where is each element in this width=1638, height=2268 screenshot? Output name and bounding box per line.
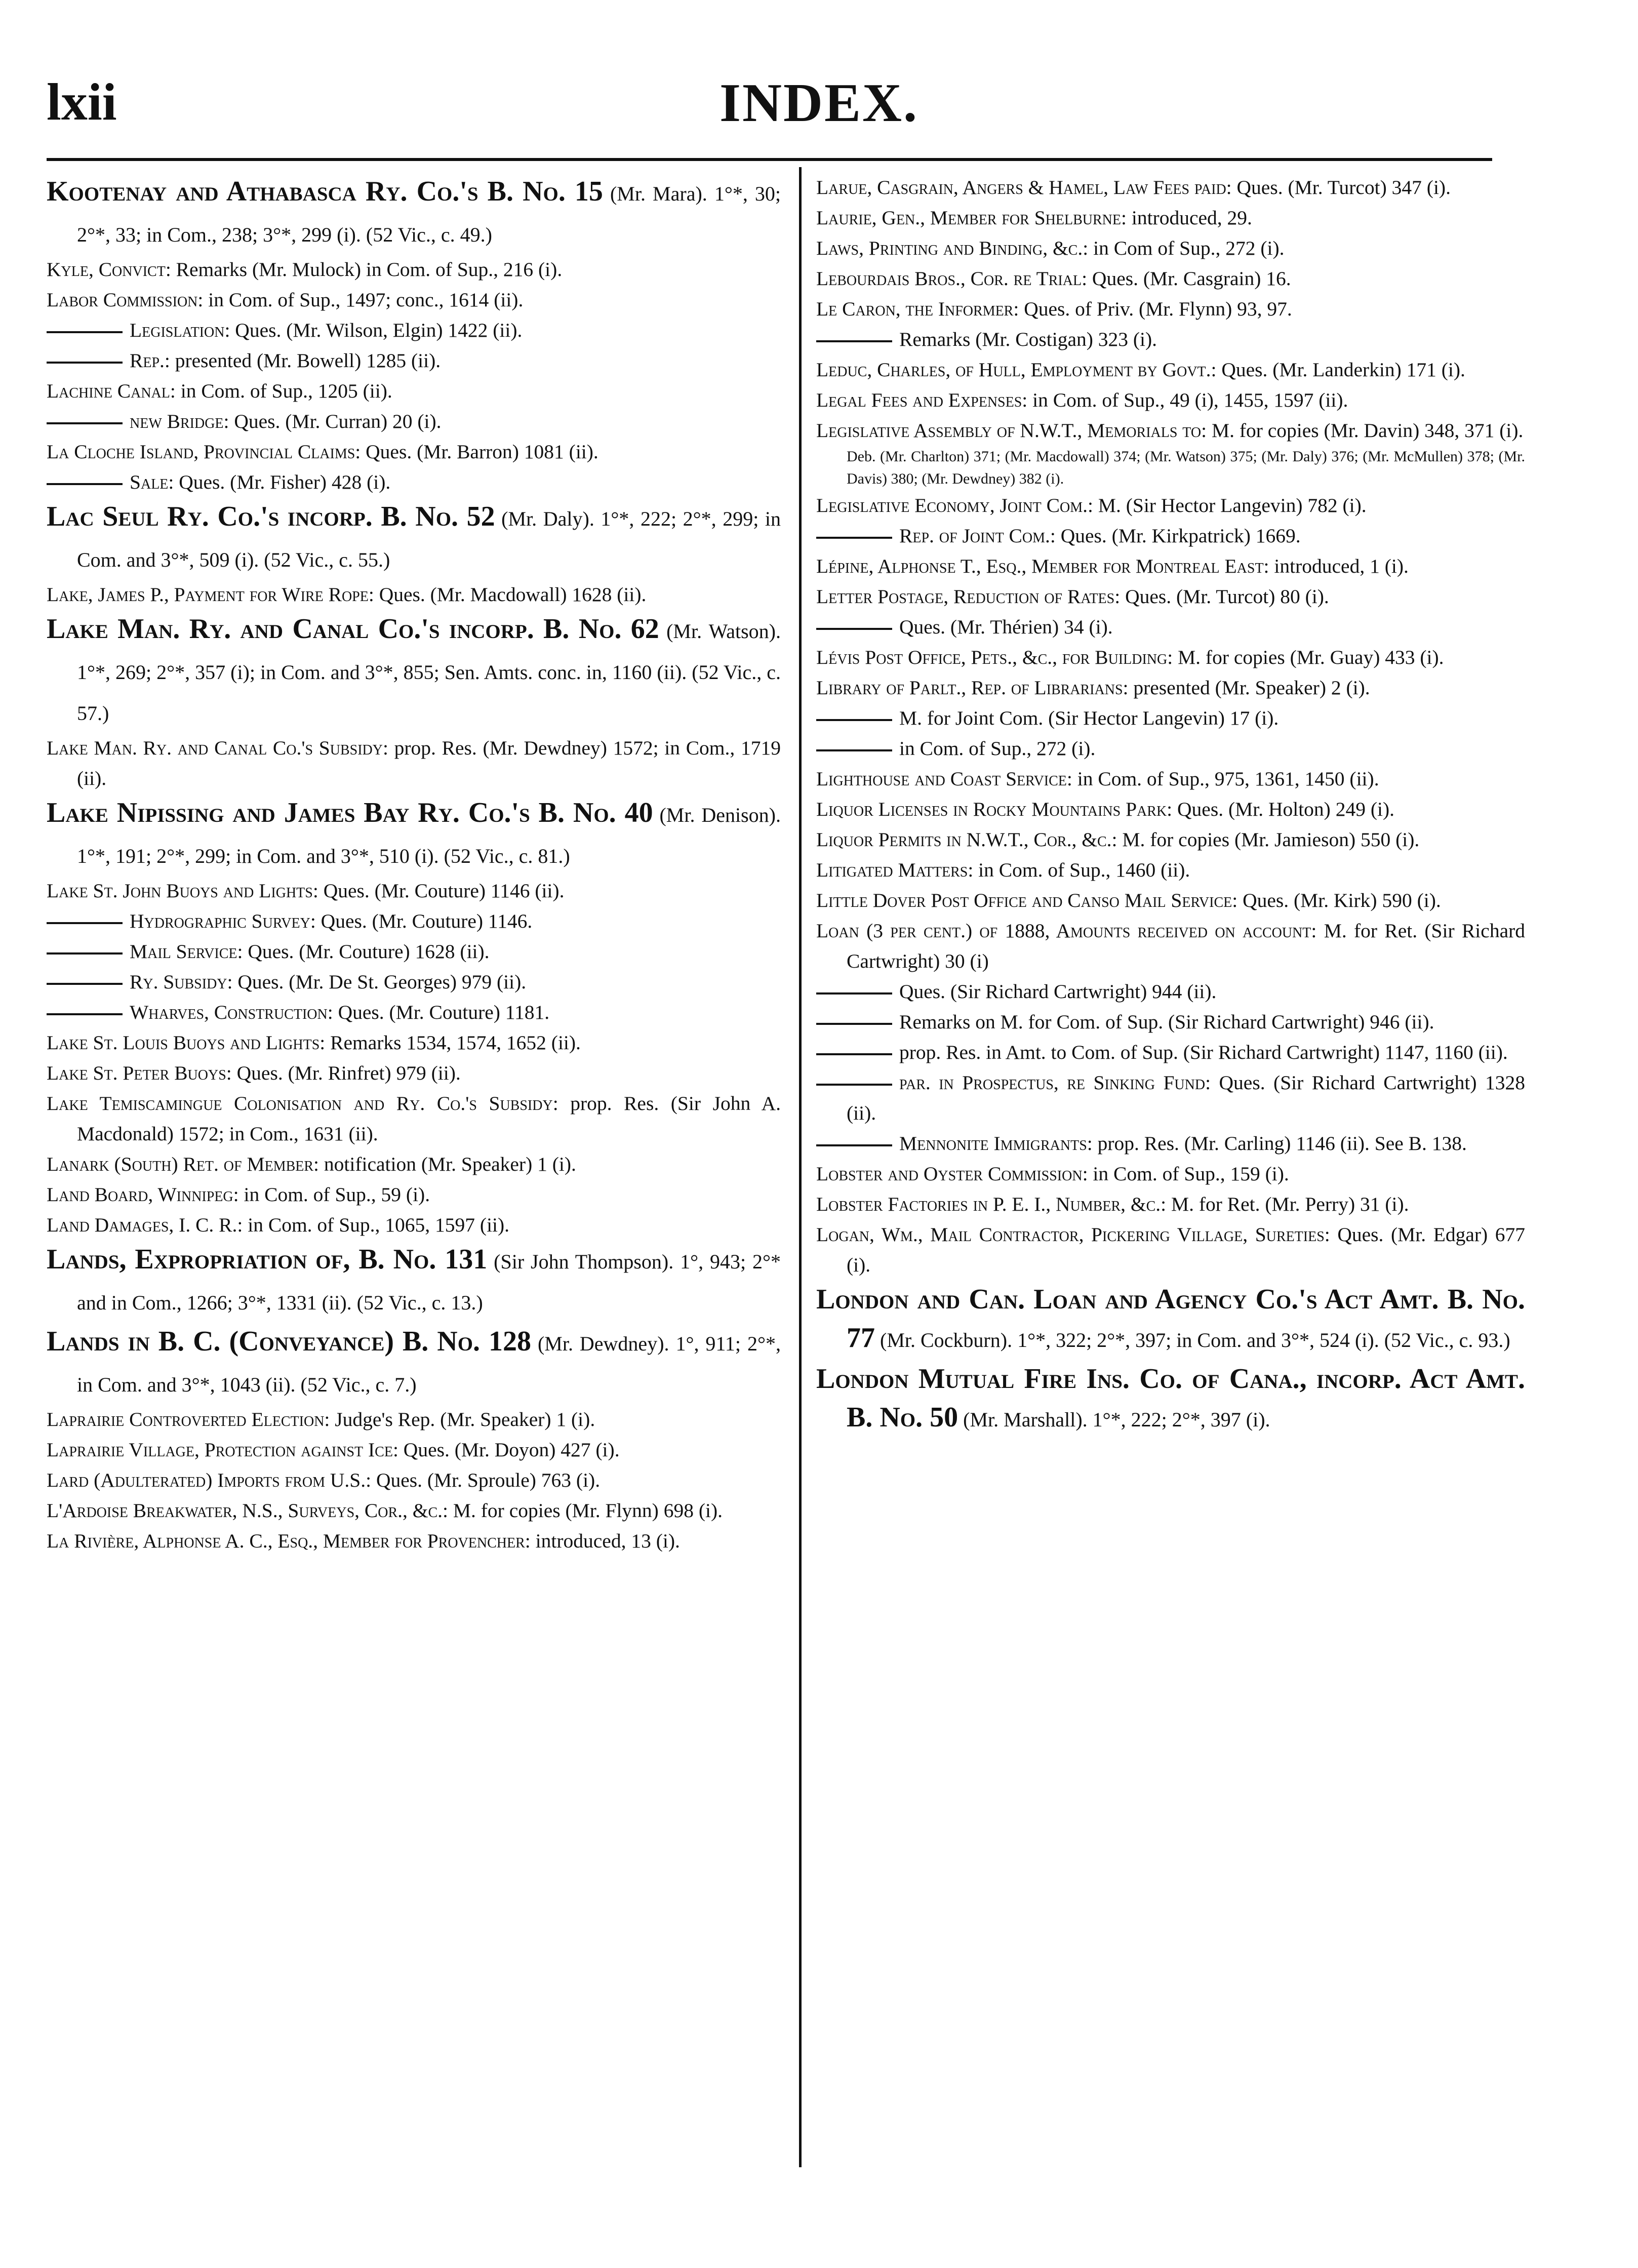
index-entry [816, 642, 1525, 672]
index-entry [47, 793, 781, 876]
entry-references: Judge's Rep. (Mr. Speaker) 1 (i). [330, 1408, 595, 1430]
entry-heading: Legislation: [130, 319, 230, 341]
ditto-dash [816, 340, 892, 342]
index-entry [816, 446, 1525, 490]
entry-references: Ques. (Mr. Sproule) 763 (i). [371, 1469, 601, 1491]
index-entry [47, 906, 781, 936]
index-entry [47, 1149, 781, 1179]
entry-references: presented (Mr. Bowell) 1285 (ii). [170, 349, 441, 372]
index-entry [816, 1219, 1525, 1280]
ditto-dash [47, 983, 123, 985]
entry-references: presented (Mr. Speaker) 2 (i). [1128, 677, 1370, 699]
entry-heading: Laprairie Controverted Election: [47, 1408, 330, 1430]
entry-references: Remarks 1534, 1574, 1652 (ii). [325, 1031, 581, 1054]
entry-references: Ques. (Mr. Thérien) 34 (i). [899, 616, 1113, 638]
entry-references: introduced, 1 (i). [1269, 555, 1409, 577]
ditto-dash [47, 1013, 123, 1015]
entry-heading: Lake Temiscamingue Colonisation and Ry. Co.'s Subsidy: [47, 1092, 558, 1115]
entry-heading: Laprairie Village, Protection against Ice: [47, 1439, 398, 1461]
entry-references: M. for copies (Mr. Flynn) 698 (i). [448, 1499, 723, 1522]
entry-heading: Land Damages, I. C. R.: [47, 1214, 243, 1236]
entry-references: Ques. (Mr. Couture) 1628 (ii). [243, 940, 490, 963]
entry-references: Remarks on M. for Com. of Sup. (Sir Richard Cartwright) 946 (ii). [899, 1011, 1434, 1033]
entry-heading: Sale: [130, 471, 174, 493]
index-entry [816, 385, 1525, 415]
entry-references: Ques. of Priv. (Mr. Flynn) 93, 97. [1019, 298, 1292, 320]
index-entry [47, 1526, 781, 1556]
entry-references: Remarks (Mr. Costigan) 323 (i). [899, 328, 1157, 350]
index-entry [816, 294, 1525, 324]
entry-references: notification (Mr. Speaker) 1 (i). [319, 1153, 576, 1175]
index-entry [47, 1027, 781, 1058]
entry-heading: Library of Parlt., Rep. of Librarians: [816, 677, 1129, 699]
entry-references: M. for Joint Com. (Sir Hector Langevin) 17 (i). [899, 707, 1279, 729]
entry-heading: Legislative Assembly of N.W.T., Memorials to: [816, 419, 1207, 442]
entry-references: Ques. (Mr. Couture) 1146. [315, 910, 533, 932]
index-entry [816, 1067, 1525, 1128]
ditto-dash [816, 537, 892, 539]
entry-heading: Mennonite Immigrants: [899, 1132, 1093, 1155]
entry-heading: Laurie, Gen., Member for Shelburne: [816, 207, 1127, 229]
index-entry [47, 315, 781, 345]
index-entry [47, 733, 781, 793]
index-entry [47, 1404, 781, 1435]
entry-heading: Lanark (South) Ret. of Member: [47, 1153, 319, 1175]
entry-references: M. for copies (Mr. Davin) 348, 371 (i). [1207, 419, 1524, 442]
index-entry [47, 1058, 781, 1088]
entry-heading: Liquor Permits in N.W.T., Cor., &c.: [816, 828, 1117, 851]
index-entry [47, 967, 781, 997]
entry-references: prop. Res. (Mr. Dewdney) 1572; in Com., 1719 (ii). [77, 737, 781, 789]
index-entry [47, 579, 781, 610]
entry-heading: Lebourdais Bros., Cor. re Trial: [816, 267, 1088, 290]
entry-heading: Ry. Subsidy: [130, 971, 233, 993]
index-entry [816, 1007, 1525, 1037]
ditto-dash [47, 922, 123, 924]
entry-heading: Larue, Casgrain, Angers & Hamel, Law Fees paid: [816, 176, 1232, 198]
index-entry [816, 1128, 1525, 1159]
index-entry [816, 172, 1525, 203]
entry-heading: Lighthouse and Coast Service: [816, 768, 1072, 790]
entry-heading: Hydrographic Survey: [130, 910, 316, 932]
entry-references: M. for Ret. (Mr. Perry) 31 (i). [1166, 1193, 1409, 1215]
entry-references: introduced, 13 (i). [530, 1530, 680, 1552]
entry-references: Ques. (Mr. Fisher) 428 (i). [174, 471, 391, 493]
entry-references: M. (Sir Hector Langevin) 782 (i). [1093, 494, 1367, 516]
index-entry [816, 415, 1525, 446]
entry-references: Deb. (Mr. Charlton) 371; (Mr. Macdowall) 374; (Mr. Watson) 375; (Mr. Daly) 376; (Mr. McMullen) 378; (Mr. Davis) 380; (Mr. Dewdney) 382 (i). [847, 448, 1525, 487]
entry-heading: Kootenay and Athabasca Ry. Co.'s B. No. 15 [47, 176, 603, 207]
entry-references: M. for Ret. (Sir Richard Cartwright) 30 (i) [847, 920, 1526, 972]
entry-references: introduced, 29. [1126, 207, 1252, 229]
index-entry [47, 376, 781, 406]
index-entry [816, 521, 1525, 551]
entry-references: Ques. (Mr. Doyon) 427 (i). [398, 1439, 620, 1461]
entry-heading: par. in Prospectus, re Sinking Fund: [899, 1071, 1211, 1094]
entry-references: in Com. of Sup., 1065, 1597 (ii). [243, 1214, 510, 1236]
index-entry [47, 997, 781, 1027]
index-entry [47, 1210, 781, 1240]
index-entry [816, 1360, 1525, 1439]
entry-heading: Lake St. Louis Buoys and Lights: [47, 1031, 326, 1054]
index-entry [816, 794, 1525, 824]
entry-heading: Lachine Canal: [47, 380, 176, 402]
entry-heading: Lépine, Alphonse T., Esq., Member for Montreal East: [816, 555, 1269, 577]
entry-heading: Rep.: [130, 349, 170, 372]
index-entry [47, 1088, 781, 1149]
index-entry [816, 324, 1525, 354]
entry-heading: Lard (Adulterated) Imports from U.S.: [47, 1469, 372, 1491]
index-entry [816, 855, 1525, 885]
entry-references: Ques. (Mr. Turcot) 347 (i). [1231, 176, 1451, 198]
index-entry [816, 764, 1525, 794]
entry-references: Ques. (Mr. Kirkpatrick) 1669. [1055, 525, 1301, 547]
entry-heading: London Mutual Fire Ins. Co. of Cana., incorp. Act Amt. B. No. 50 [816, 1363, 1525, 1433]
index-entry [816, 672, 1525, 703]
entry-heading: Lake Man. Ry. and Canal Co.'s incorp. B. No. 62 [47, 613, 659, 645]
index-entry [47, 497, 781, 579]
ditto-dash [816, 719, 892, 721]
entry-references: Ques. (Mr. De St. Georges) 979 (ii). [232, 971, 527, 993]
index-entry [816, 916, 1525, 976]
entry-heading: Liquor Licenses in Rocky Mountains Park: [816, 798, 1173, 820]
entry-references: prop. Res. in Amt. to Com. of Sup. (Sir Richard Cartwright) 1147, 1160 (ii). [899, 1041, 1508, 1063]
entry-heading: Lobster Factories in P. E. I., Number, &c.: [816, 1193, 1167, 1215]
entry-heading: Lake Man. Ry. and Canal Co.'s Subsidy: [47, 737, 388, 759]
ditto-dash [816, 1144, 892, 1146]
index-entry [816, 354, 1525, 385]
ditto-dash [47, 483, 123, 485]
index-entry [816, 612, 1525, 642]
ditto-dash [47, 362, 123, 364]
entry-references: Ques. (Mr. Edgar) 677 (i). [847, 1223, 1526, 1276]
index-entry [47, 1240, 781, 1322]
index-entry [47, 285, 781, 315]
index-entry [47, 936, 781, 967]
index-entry [816, 1037, 1525, 1067]
entry-references: Ques. (Mr. Couture) 1146 (ii). [318, 880, 565, 902]
index-entry [816, 1189, 1525, 1219]
entry-heading: Le Caron, the Informer: [816, 298, 1019, 320]
entry-references: M. for copies (Mr. Jamieson) 550 (i). [1117, 828, 1420, 851]
entry-heading: Leduc, Charles, of Hull, Employment by Govt.: [816, 359, 1217, 381]
entry-heading: Wharves, Construction: [130, 1001, 333, 1023]
page-number: lxii [47, 73, 117, 131]
entry-references: in Com. of Sup., 59 (i). [238, 1183, 430, 1206]
entry-heading: Kyle, Convict: [47, 258, 171, 281]
entry-heading: Little Dover Post Office and Canso Mail Service: [816, 889, 1238, 911]
entry-heading: London and Can. Loan and Agency Co.'s Act Amt. B. No. 77 [816, 1284, 1525, 1354]
entry-heading: Lake St. John Buoys and Lights: [47, 880, 318, 902]
entry-references: (Mr. Dewdney). 1°, 911; 2°*, in Com. and 3°*, 1043 (ii). (52 Vic., c. 7.) [77, 1332, 781, 1396]
ditto-dash [816, 1084, 892, 1086]
entry-references: in Com. of Sup., 1205 (ii). [175, 380, 392, 402]
ditto-dash [47, 422, 123, 424]
entry-references: Ques. (Mr. Rinfret) 979 (ii). [231, 1062, 461, 1084]
entry-references: in Com. of Sup., 1460 (ii). [973, 859, 1190, 881]
entry-heading: Lake Nipissing and James Bay Ry. Co.'s B. No. 40 [47, 797, 653, 828]
index-entry [47, 172, 781, 254]
index-column-left [47, 172, 781, 1556]
entry-heading: Legal Fees and Expenses: [816, 389, 1028, 411]
entry-references: (Sir John Thompson). 1°, 943; 2°* and in Com., 1266; 3°*, 1331 (ii). (52 Vic., c. 13.) [77, 1250, 781, 1314]
index-entry [47, 1435, 781, 1465]
index-entry [816, 263, 1525, 294]
entry-heading: Rep. of Joint Com.: [899, 525, 1056, 547]
entry-heading: Labor Commission: [47, 289, 204, 311]
entry-references: Ques. (Mr. Turcot) 80 (i). [1120, 585, 1329, 608]
entry-references: Ques. (Sir Richard Cartwright) 1328 (ii). [847, 1071, 1525, 1124]
index-entry [47, 1465, 781, 1495]
entry-heading: new Bridge: [130, 410, 229, 432]
index-entry [816, 1159, 1525, 1189]
entry-references: (Mr. Denison). 1°*, 191; 2°*, 299; in Com. and 3°*, 510 (i). (52 Vic., c. 81.) [77, 804, 781, 867]
entry-references: in Com. of Sup., 49 (i), 1455, 1597 (ii). [1027, 389, 1348, 411]
index-entry [47, 1495, 781, 1526]
index-entry [816, 976, 1525, 1007]
index-entry [816, 581, 1525, 612]
entry-heading: Letter Postage, Reduction of Rates: [816, 585, 1121, 608]
entry-references: Ques. (Sir Richard Cartwright) 944 (ii). [899, 980, 1217, 1003]
entry-references: Ques. (Mr. Barron) 1081 (ii). [361, 441, 598, 463]
entry-references: in Com of Sup., 272 (i). [1088, 237, 1285, 259]
index-entry [816, 703, 1525, 733]
entry-heading: Lévis Post Office, Pets., &c., for Building: [816, 646, 1173, 668]
entry-references: Ques. (Mr. Landerkin) 171 (i). [1216, 359, 1465, 381]
entry-heading: Lobster and Oyster Commission: [816, 1163, 1088, 1185]
ditto-dash [816, 1053, 892, 1055]
entry-heading: L'Ardoise Breakwater, N.S., Surveys, Cor., &c.: [47, 1499, 449, 1522]
entry-references: (Mr. Mara). 1°*, 30; 2°*, 33; in Com., 238; 3°*, 299 (i). (52 Vic., c. 49.) [77, 182, 781, 246]
index-entry [816, 824, 1525, 855]
entry-references: (Mr. Marshall). 1°*, 222; 2°*, 397 (i). [958, 1408, 1270, 1431]
index-entry [47, 467, 781, 497]
entry-heading: Mail Service: [130, 940, 243, 963]
entry-heading: La Rivière, Alphonse A. C., Esq., Member for Provencher: [47, 1530, 531, 1552]
index-entry [816, 203, 1525, 233]
index-entry [47, 876, 781, 906]
entry-references: Ques. (Mr. Curran) 20 (i). [229, 410, 442, 432]
index-entry [47, 610, 781, 733]
entry-references: Ques. (Mr. Kirk) 590 (i). [1237, 889, 1441, 911]
entry-references: Remarks (Mr. Mulock) in Com. of Sup., 216 (i). [171, 258, 563, 281]
entry-references: in Com. of Sup., 975, 1361, 1450 (ii). [1072, 768, 1379, 790]
index-entry [47, 406, 781, 436]
entry-heading: Logan, Wm., Mail Contractor, Pickering Village, Sureties: [816, 1223, 1330, 1246]
ditto-dash [816, 1023, 892, 1025]
entry-references: prop. Res. (Mr. Carling) 1146 (ii). See B. 138. [1092, 1132, 1467, 1155]
entry-references: (Mr. Cockburn). 1°*, 322; 2°*, 397; in Com. and 3°*, 524 (i). (52 Vic., c. 93.) [875, 1329, 1510, 1351]
index-entry [816, 233, 1525, 263]
index-entry [47, 436, 781, 467]
entry-references: Ques. (Mr. Casgrain) 16. [1087, 267, 1291, 290]
index-entry [816, 733, 1525, 764]
entry-heading: Land Board, Winnipeg: [47, 1183, 239, 1206]
entry-references: M. for copies (Mr. Guay) 433 (i). [1173, 646, 1444, 668]
entry-references: in Com. of Sup., 1497; conc., 1614 (ii). [203, 289, 524, 311]
index-entry [816, 885, 1525, 916]
index-entry [816, 490, 1525, 521]
entry-heading: Legislative Economy, Joint Com.: [816, 494, 1093, 516]
entry-heading: Lake St. Peter Buoys: [47, 1062, 232, 1084]
ditto-dash [816, 749, 892, 751]
index-entry [816, 1280, 1525, 1360]
entry-heading: Litigated Matters: [816, 859, 974, 881]
entry-heading: Lac Seul Ry. Co.'s incorp. B. No. 52 [47, 501, 495, 532]
entry-heading: La Cloche Island, Provincial Claims: [47, 441, 361, 463]
ditto-dash [816, 992, 892, 994]
index-entry [47, 345, 781, 376]
ditto-dash [47, 331, 123, 333]
index-entry [47, 254, 781, 285]
ditto-dash [47, 952, 123, 954]
entry-heading: Lands in B. C. (Conveyance) B. No. 128 [47, 1326, 531, 1357]
column-divider [799, 167, 802, 2167]
entry-references: prop. Res. (Sir John A. Macdonald) 1572; in Com., 1631 (ii). [77, 1092, 781, 1145]
entry-heading: Laws, Printing and Binding, &c.: [816, 237, 1089, 259]
ditto-dash [816, 628, 892, 630]
entry-references: in Com. of Sup., 159 (i). [1088, 1163, 1289, 1185]
index-column-right [816, 172, 1525, 1439]
entry-references: Ques. (Mr. Holton) 249 (i). [1172, 798, 1394, 820]
index-entry [47, 1322, 781, 1404]
page-title: INDEX. [719, 73, 919, 133]
entry-heading: Lake, James P., Payment for Wire Rope: [47, 583, 374, 606]
entry-references: (Mr. Daly). 1°*, 222; 2°*, 299; in Com. and 3°*, 509 (i). (52 Vic., c. 55.) [77, 507, 781, 571]
entry-heading: Lands, Expropriation of, B. No. 131 [47, 1244, 488, 1275]
index-entry [47, 1179, 781, 1210]
entry-heading: Loan (3 per cent.) of 1888, Amounts received on account: [816, 920, 1317, 942]
entry-references: Ques. (Mr. Wilson, Elgin) 1422 (ii). [230, 319, 523, 341]
entry-references: Ques. (Mr. Macdowall) 1628 (ii). [374, 583, 647, 606]
entry-references: Ques. (Mr. Couture) 1181. [333, 1001, 550, 1023]
entry-references: (Mr. Watson). 1°*, 269; 2°*, 357 (i); in Com. and 3°*, 855; Sen. Amts. conc. in, 1160 (ii). (52 Vic., c. 57.) [77, 620, 781, 725]
header-rule [47, 158, 1492, 161]
index-entry [816, 551, 1525, 581]
entry-references: in Com. of Sup., 272 (i). [899, 737, 1096, 760]
